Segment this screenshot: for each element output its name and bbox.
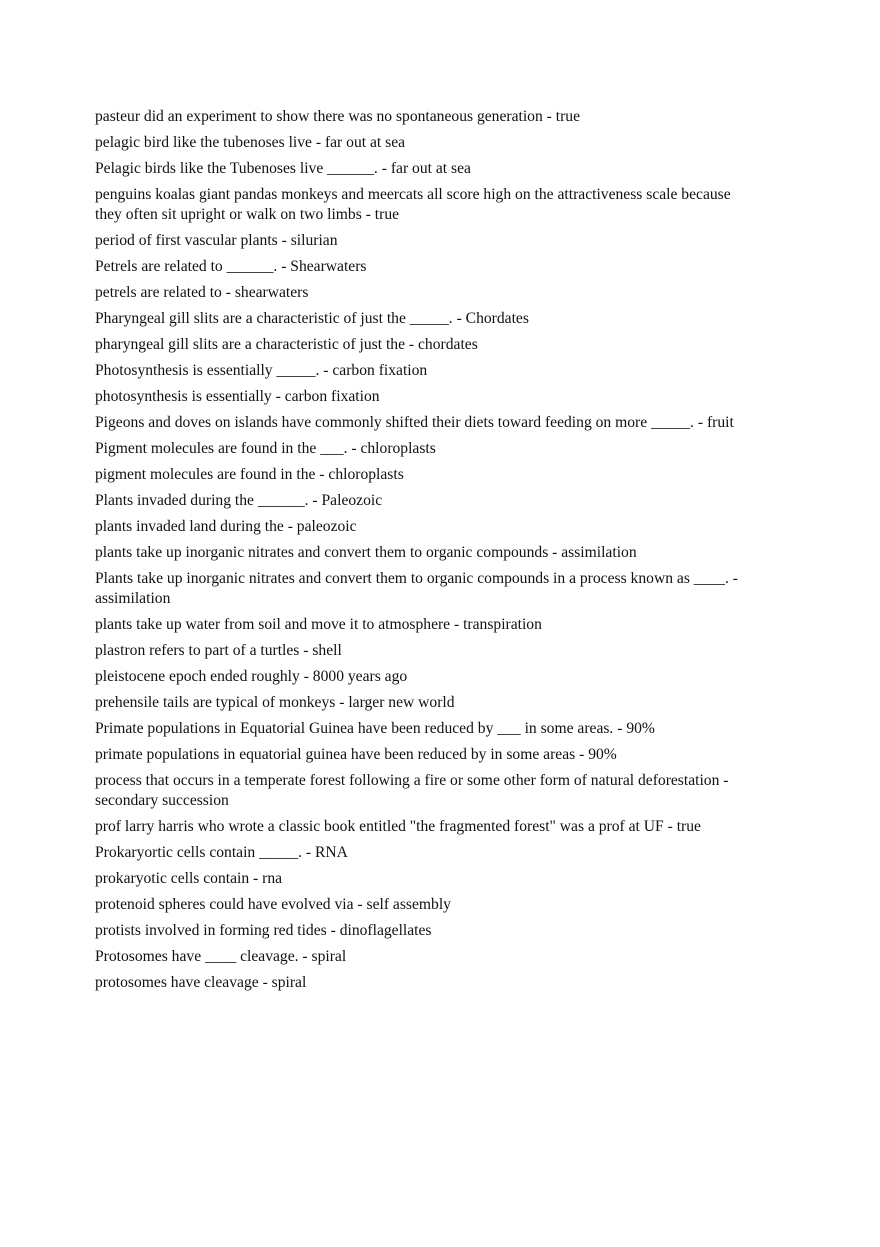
entry-line: penguins koalas giant pandas monkeys and meercats all score high on the attractiveness scale because they often sit upright or walk on two limbs - true bbox=[95, 186, 731, 223]
entry-line: plants take up water from soil and move it to atmosphere - transpiration bbox=[95, 616, 542, 633]
entry-line: pharyngeal gill slits are a characteristic of just the - chordates bbox=[95, 336, 478, 353]
entry-line: pleistocene epoch ended roughly - 8000 years ago bbox=[95, 668, 408, 685]
entry-line: photosynthesis is essentially - carbon fixation bbox=[95, 388, 380, 405]
entry-line: Protosomes have ____ cleavage. - spiral bbox=[95, 948, 347, 965]
entry-line: process that occurs in a temperate forest following a fire or some other form of natural deforestation - secondary succession bbox=[95, 772, 729, 809]
entry-line: Petrels are related to ______. - Shearwaters bbox=[95, 258, 367, 275]
entry-line: period of first vascular plants - silurian bbox=[95, 232, 338, 249]
entry-line: prof larry harris who wrote a classic book entitled "the fragmented forest" was a prof at UF - true bbox=[95, 818, 701, 835]
entry-line: Prokaryortic cells contain _____. - RNA bbox=[95, 844, 348, 861]
entry-line: primate populations in equatorial guinea have been reduced by in some areas - 90% bbox=[95, 746, 617, 763]
entry-line: Plants invaded during the ______. - Paleozoic bbox=[95, 492, 383, 509]
entry-line: Plants take up inorganic nitrates and convert them to organic compounds in a process known as ____. - assimilation bbox=[95, 570, 738, 607]
entry-line: Pharyngeal gill slits are a characteristic of just the _____. - Chordates bbox=[95, 310, 529, 327]
entry-line: protenoid spheres could have evolved via - self assembly bbox=[95, 896, 451, 913]
entry-line: protosomes have cleavage - spiral bbox=[95, 974, 307, 991]
entry-line: Photosynthesis is essentially _____. - carbon fixation bbox=[95, 362, 428, 379]
entry-line: petrels are related to - shearwaters bbox=[95, 284, 309, 301]
entry-line: plants take up inorganic nitrates and convert them to organic compounds - assimilation bbox=[95, 544, 637, 561]
entry-line: Primate populations in Equatorial Guinea have been reduced by ___ in some areas. - 90% bbox=[95, 720, 655, 737]
entry-line: prokaryotic cells contain - rna bbox=[95, 870, 283, 887]
entry-line: plants invaded land during the - paleozoic bbox=[95, 518, 357, 535]
entry-line: pelagic bird like the tubenoses live - far out at sea bbox=[95, 134, 406, 151]
entry-line: protists involved in forming red tides - dinoflagellates bbox=[95, 922, 432, 939]
entry-line: Pigeons and doves on islands have commonly shifted their diets toward feeding on more _____. - fruit bbox=[95, 414, 734, 431]
entry-line: Pelagic birds like the Tubenoses live ______. - far out at sea bbox=[95, 160, 471, 177]
entry-line: pasteur did an experiment to show there was no spontaneous generation - true bbox=[95, 108, 580, 125]
entry-line: plastron refers to part of a turtles - shell bbox=[95, 642, 342, 659]
document-page bbox=[95, 107, 755, 999]
entry-line: Pigment molecules are found in the ___. - chloroplasts bbox=[95, 440, 436, 457]
entry-line: pigment molecules are found in the - chloroplasts bbox=[95, 466, 404, 483]
entry-line: prehensile tails are typical of monkeys - larger new world bbox=[95, 694, 455, 711]
